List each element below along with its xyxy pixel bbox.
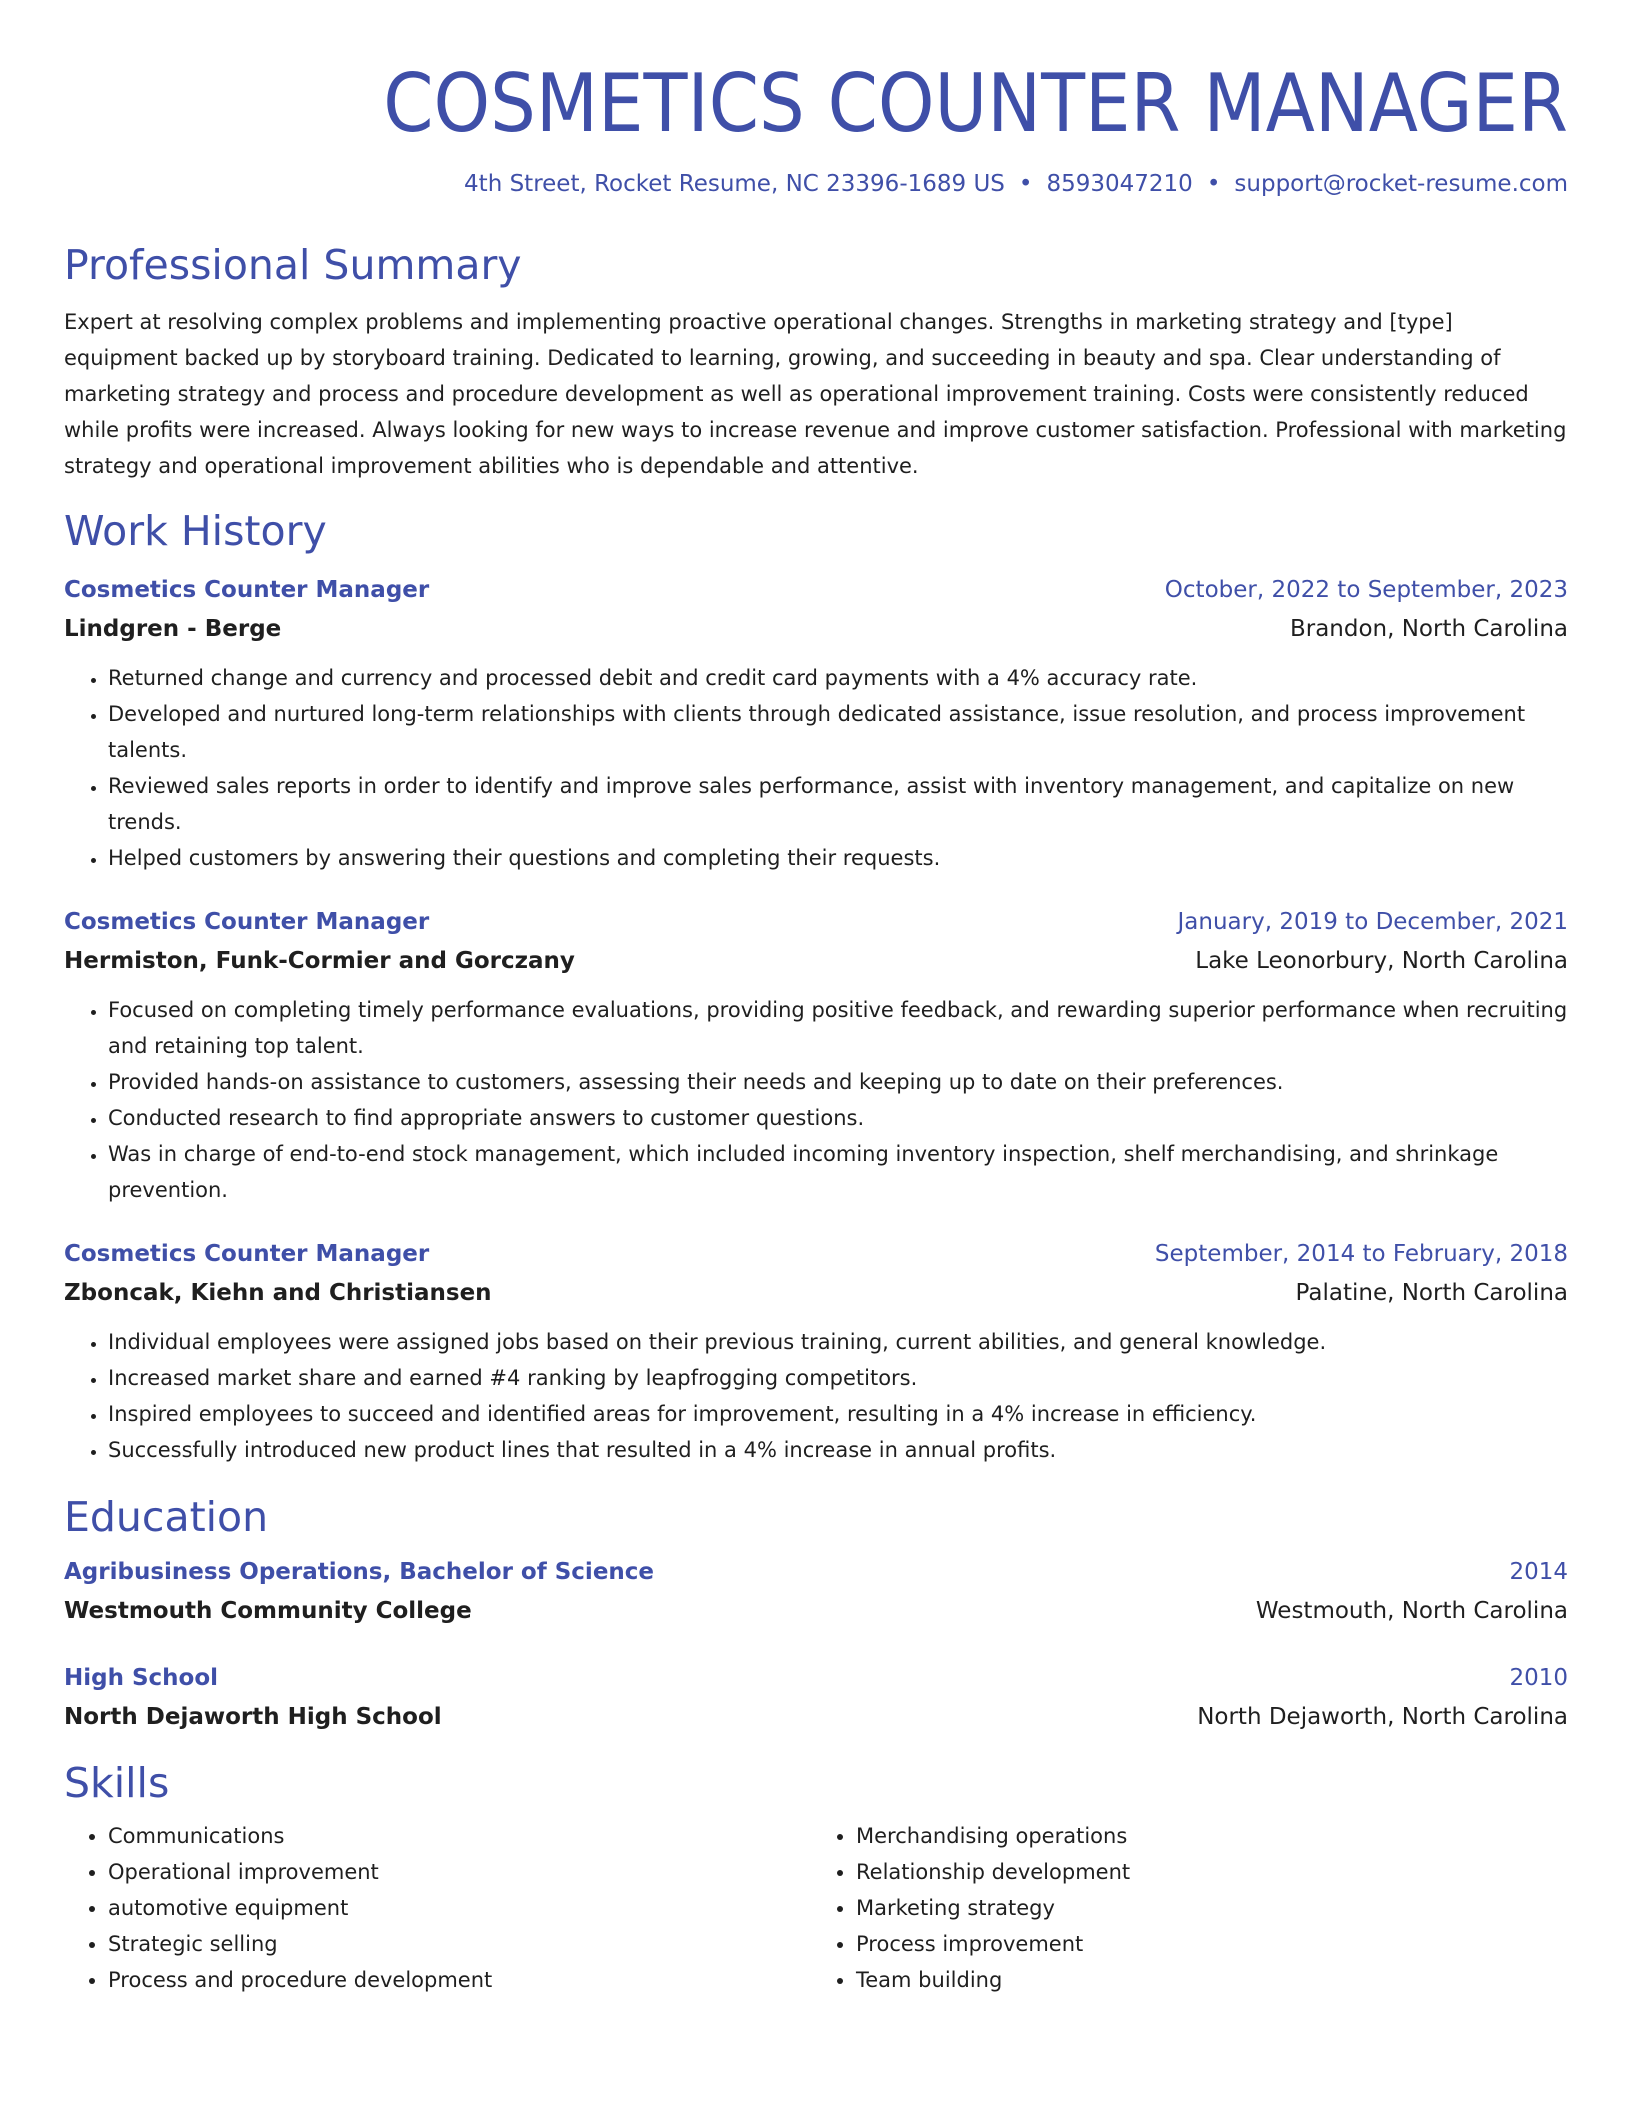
- contact-email: support@rocket-resume.com: [1234, 171, 1568, 197]
- job-location: Palatine, North Carolina: [1295, 1280, 1568, 1306]
- job-bullet: • Developed and nurtured long-term relationships with clients through dedicated assistance, issue resolution, and process improvement talents.: [108, 696, 1568, 768]
- skill-item: • Communications: [108, 1818, 808, 1854]
- job-bullet: • Successfully introduced new product lines that resulted in a 4% increase in annual profits.: [108, 1432, 1568, 1468]
- skills-list-right: [808, 1818, 1556, 1998]
- job-bullet: • Focused on completing timely performance evaluations, providing positive feedback, and rewarding superior performance when recruiting and retaining top talent.: [108, 992, 1568, 1064]
- job-entry: [64, 902, 1568, 1208]
- job-bullet: • Increased market share and earned #4 ranking by leapfrogging competitors.: [108, 1360, 1568, 1396]
- job-bullet: • Helped customers by answering their questions and completing their requests.: [108, 840, 1568, 876]
- education-location: North Dejaworth, North Carolina: [1197, 1704, 1568, 1730]
- job-dates: October, 2022 to September, 2023: [1164, 577, 1568, 603]
- education-entry: [64, 1658, 1568, 1736]
- job-company: Zboncak, Kiehn and Christiansen: [64, 1280, 492, 1306]
- job-bullet: • Was in charge of end-to-end stock management, which included incoming inventory inspection, shelf merchandising, and shrinkage prevention.: [108, 1136, 1568, 1208]
- job-bullet: • Conducted research to find appropriate answers to customer questions.: [108, 1100, 1568, 1136]
- job-entry: [64, 1234, 1568, 1468]
- resume-name-title: COSMETICS COUNTER MANAGER: [383, 57, 1568, 150]
- job-title: Cosmetics Counter Manager: [64, 577, 430, 603]
- resume-page: [64, 0, 1568, 1998]
- skill-item: • Team building: [856, 1962, 1556, 1998]
- skill-item: • Relationship development: [856, 1854, 1556, 1890]
- skill-item: • Merchandising operations: [856, 1818, 1556, 1854]
- skill-item: • Strategic selling: [108, 1926, 808, 1962]
- education-degree: High School: [64, 1665, 219, 1691]
- job-company: Lindgren - Berge: [64, 616, 282, 642]
- contact-address: 4th Street, Rocket Resume, NC 23396-1689 US: [464, 171, 1005, 197]
- skill-item: • Marketing strategy: [856, 1890, 1556, 1926]
- job-company: Hermiston, Funk-Cormier and Gorczany: [64, 948, 575, 974]
- skill-item: • Operational improvement: [108, 1854, 808, 1890]
- job-bullet: • Reviewed sales reports in order to identify and improve sales performance, assist with inventory management, and capitalize on new trends.: [108, 768, 1568, 840]
- job-bullet: • Individual employees were assigned jobs based on their previous training, current abilities, and general knowledge.: [108, 1324, 1568, 1360]
- job-entry: [64, 570, 1568, 876]
- skills-list-left: [64, 1818, 808, 1998]
- skill-item: • automotive equipment: [108, 1890, 808, 1926]
- job-dates: January, 2019 to December, 2021: [1177, 909, 1568, 935]
- education-degree: Agribusiness Operations, Bachelor of Science: [64, 1559, 655, 1585]
- job-bullets: [64, 1324, 1568, 1468]
- skills-heading: Skills: [64, 1759, 170, 1807]
- contact-separator: •: [1018, 171, 1033, 197]
- job-location: Brandon, North Carolina: [1289, 616, 1568, 642]
- contact-line: [64, 168, 1568, 200]
- skill-item: • Process and procedure development: [108, 1962, 808, 1998]
- summary-text: Expert at resolving complex problems and implementing proactive operational changes. Strengths in marketing strategy and [type] equipment backed up by storyboard training. Dedicated to learning, growing, and succeeding in beauty and spa. Clear understanding of marketing strategy and process and procedure development as well as operational improvement training. Costs were consistently reduced while profits were increased. Always looking for new ways to increase revenue and improve customer satisfaction. Professional with marketing strategy and operational improvement abilities who is dependable and attentive.: [64, 310, 1567, 478]
- education-heading: Education: [64, 1493, 269, 1541]
- job-location: Lake Leonorbury, North Carolina: [1195, 948, 1568, 974]
- contact-phone: 8593047210: [1046, 171, 1193, 197]
- education-school: North Dejaworth High School: [64, 1704, 442, 1730]
- job-title: Cosmetics Counter Manager: [64, 909, 430, 935]
- education-year: 2014: [1509, 1559, 1568, 1585]
- education-year: 2010: [1509, 1665, 1568, 1691]
- job-bullet: • Inspired employees to succeed and identified areas for improvement, resulting in a 4% increase in efficiency.: [108, 1396, 1568, 1432]
- job-dates: September, 2014 to February, 2018: [1154, 1241, 1568, 1267]
- job-title: Cosmetics Counter Manager: [64, 1241, 430, 1267]
- job-bullets: [64, 660, 1568, 876]
- skill-item: • Process improvement: [856, 1926, 1556, 1962]
- contact-separator: •: [1206, 171, 1221, 197]
- education-entry: [64, 1552, 1568, 1630]
- summary-heading: Professional Summary: [64, 241, 522, 289]
- job-bullets: [64, 992, 1568, 1208]
- job-bullet: • Returned change and currency and processed debit and credit card payments with a 4% accuracy rate.: [108, 660, 1568, 696]
- education-school: Westmouth Community College: [64, 1598, 472, 1624]
- skills-columns: [64, 1818, 1568, 1998]
- education-location: Westmouth, North Carolina: [1255, 1598, 1568, 1624]
- work-history-heading: Work History: [64, 507, 327, 555]
- job-bullet: • Provided hands-on assistance to customers, assessing their needs and keeping up to date on their preferences.: [108, 1064, 1568, 1100]
